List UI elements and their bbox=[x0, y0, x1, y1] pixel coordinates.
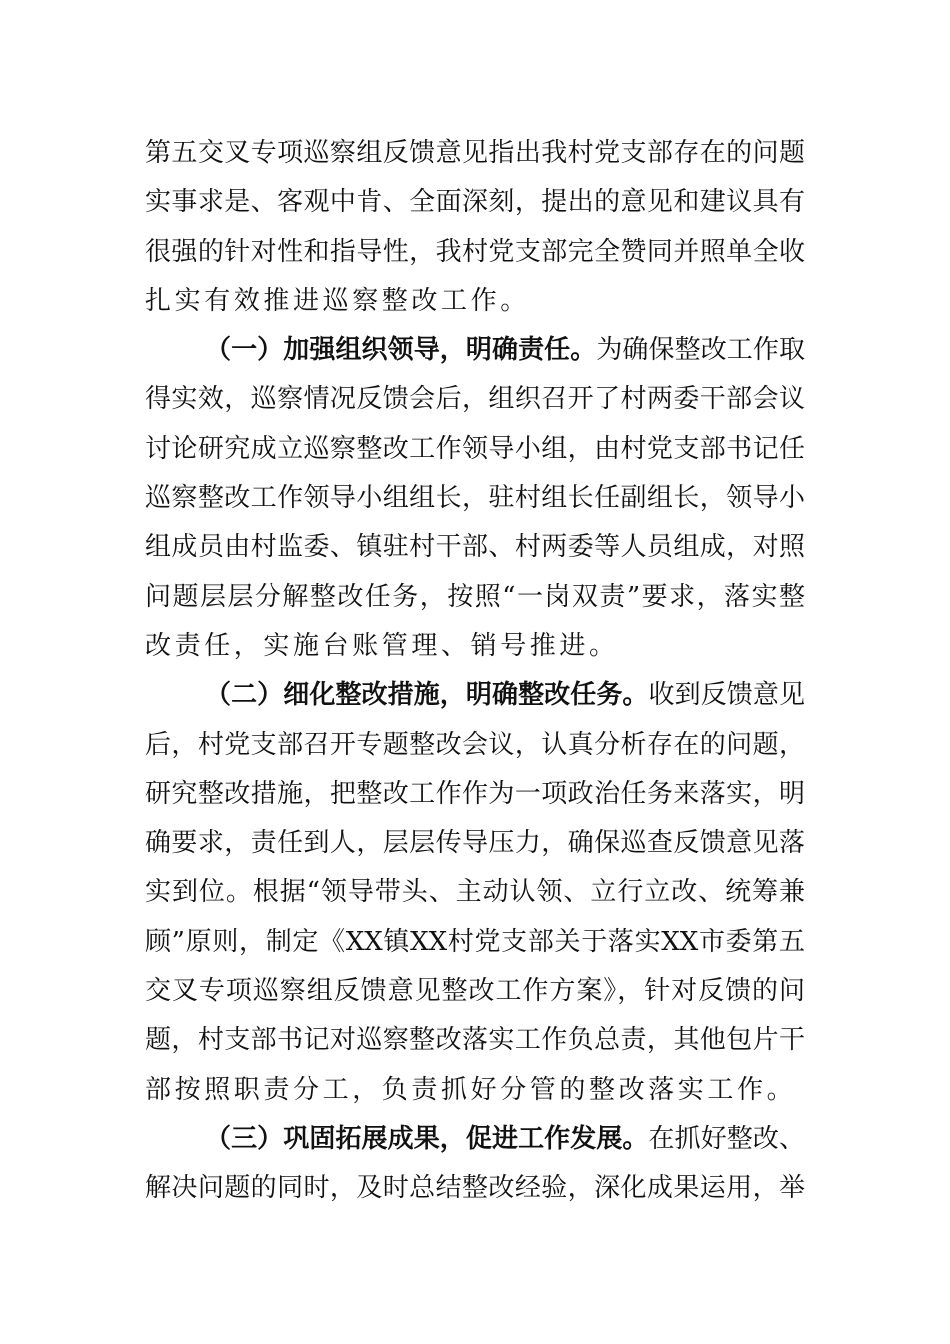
section-2-heading: （二）细化整改措施，明确整改任务。 bbox=[205, 680, 649, 711]
text-line: 交叉专项巡察组反馈意见整改工作方案》，针对反馈的问 bbox=[145, 976, 805, 1007]
document-page bbox=[145, 129, 805, 1214]
text-line: 组成员由村监委、镇驻村干部、村两委等人员组成，对照 bbox=[145, 532, 805, 563]
text-line: 改责任，实施台账管理、销号推进。 bbox=[145, 630, 619, 661]
text-line: 顾”原则，制定《XX镇XX村党支部关于落实XX市委第五 bbox=[145, 926, 805, 957]
text-line: 实事求是、客观中肯、全面深刻，提出的意见和建议具有 bbox=[145, 187, 805, 218]
section-1-first-line bbox=[145, 326, 805, 375]
text-line: 得实效，巡察情况反馈会后，组织召开了村两委干部会议 bbox=[145, 384, 805, 415]
text-line: 解决问题的同时，及时总结整改经验，深化成果运用，举 bbox=[145, 1173, 805, 1204]
text-line: 后，村党支部召开专题整改会议，认真分析存在的问题， bbox=[145, 729, 805, 760]
section-3-heading: （三）巩固拓展成果，促进工作发展。 bbox=[205, 1123, 649, 1154]
section-1-heading: （一）加强组织领导，明确责任。 bbox=[205, 335, 597, 366]
text-run: 在抓好整改、 bbox=[648, 1123, 805, 1154]
section-3-paragraph bbox=[145, 1115, 805, 1214]
text-line: 扎实有效推进巡察整改工作。 bbox=[145, 285, 530, 316]
text-line: 第五交叉专项巡察组反馈意见指出我村党支部存在的问题 bbox=[145, 138, 805, 168]
text-line: 实到位。根据“领导带头、主动认领、立行立改、统筹兼 bbox=[145, 877, 805, 908]
text-line: 讨论研究成立巡察整改工作领导小组，由村党支部书记任 bbox=[145, 433, 805, 464]
text-line: 题，村支部书记对巡察整改落实工作负总责，其他包片干 bbox=[145, 1025, 805, 1056]
text-line: 确要求，责任到人，层层传导压力，确保巡查反馈意见落 bbox=[145, 828, 805, 859]
text-run: 收到反馈意见 bbox=[648, 680, 805, 711]
section-3-first-line bbox=[145, 1115, 805, 1164]
section-2-first-line bbox=[145, 671, 805, 720]
text-line: 巡察整改工作领导小组组长，驻村组长任副组长，领导小 bbox=[145, 483, 805, 514]
text-line: 部按照职责分工，负责抓好分管的整改落实工作。 bbox=[145, 1074, 797, 1105]
text-line: 研究整改措施，把整改工作作为一项政治任务来落实，明 bbox=[145, 778, 805, 809]
section-2-paragraph bbox=[145, 671, 805, 1115]
text-run: 为确保整改工作取 bbox=[596, 335, 805, 366]
text-line: 问题层层分解整改任务，按照“一岗双责”要求，落实整 bbox=[145, 581, 805, 612]
intro-paragraph bbox=[145, 129, 805, 326]
text-line: 很强的针对性和指导性，我村党支部完全赞同并照单全收 bbox=[145, 236, 805, 267]
section-1-paragraph bbox=[145, 326, 805, 671]
